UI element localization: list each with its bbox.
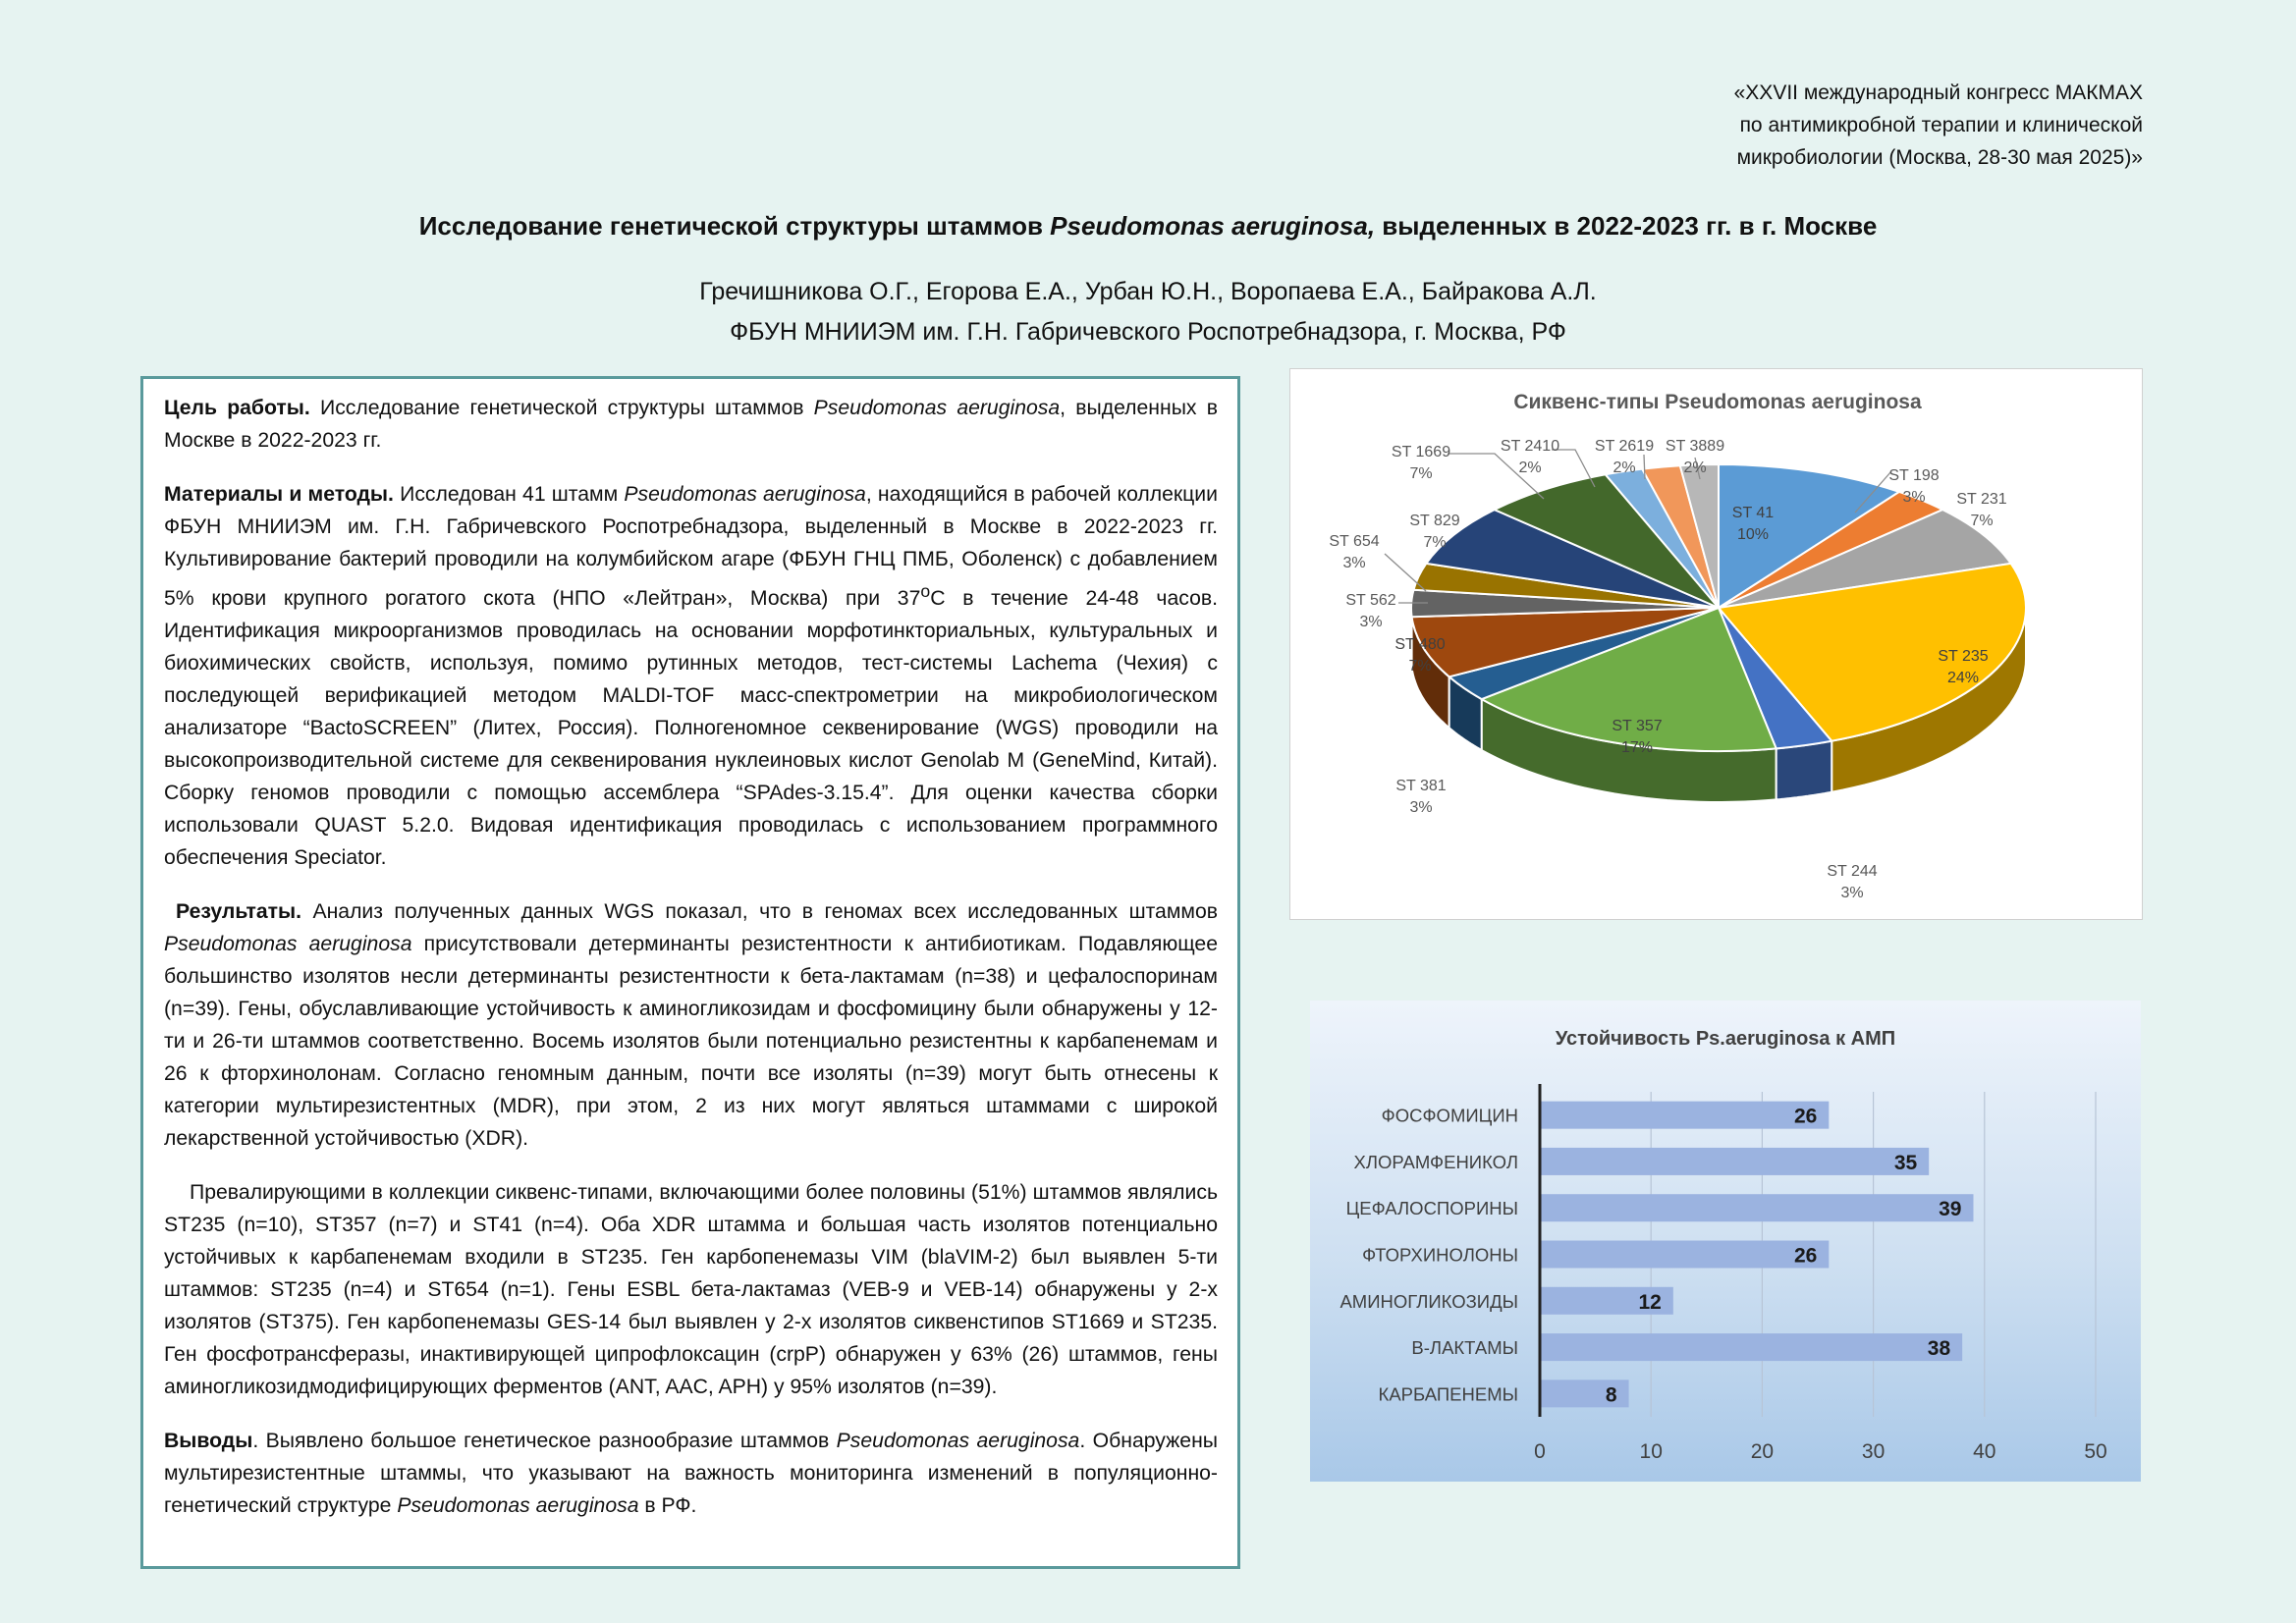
- pie-label: ST 381: [1395, 778, 1447, 794]
- title-text: Исследование генетической структуры штаммов: [418, 211, 1051, 241]
- title-text-end: выделенных в 2022-2023 гг. в г. Москве: [1375, 211, 1878, 241]
- x-tick-label: 20: [1750, 1440, 1775, 1463]
- goal-text: Исследование генетической структуры штаммов: [309, 397, 814, 419]
- abstract-text-box: [140, 376, 1240, 1569]
- bar-value-label: 26: [1793, 1244, 1818, 1268]
- bar-value-label: 26: [1793, 1105, 1818, 1128]
- bar: [1540, 1241, 1829, 1269]
- pie-label: ST 480: [1394, 636, 1446, 653]
- conclusions-text: . Выявлено большое генетическое разнообразие штаммов: [252, 1430, 837, 1453]
- category-label: ФОСФОМИЦИН: [1381, 1105, 1518, 1126]
- species-name: Pseudomonas aeruginosa: [164, 933, 412, 956]
- pie-value-label: 3%: [1902, 489, 1926, 506]
- pie-label: ST 235: [1938, 648, 1989, 665]
- bar-value-label: 12: [1638, 1290, 1662, 1314]
- bar-value-label: 38: [1927, 1337, 1951, 1361]
- pie-side-st-244: [1777, 741, 1832, 800]
- pie-value-label: 2%: [1613, 460, 1636, 476]
- goal-paragraph: [164, 392, 1218, 457]
- species-name: Pseudomonas aeruginosa: [813, 397, 1061, 419]
- conference-line: по антимикробной терапии и клинической: [1739, 114, 2143, 136]
- x-tick-label: 10: [1639, 1440, 1663, 1463]
- conference-line: «XXVII международный конгресс МАКМАХ: [1733, 81, 2143, 104]
- category-label: ХЛОРАМФЕНИКОЛ: [1353, 1151, 1518, 1172]
- pie-label: ST 244: [1827, 863, 1878, 880]
- category-label: ФТОРХИНОЛОНЫ: [1362, 1244, 1518, 1266]
- pie-value-label: 2%: [1683, 460, 1707, 476]
- poster-title: [0, 211, 2296, 242]
- results-paragraph-2: Превалирующими в коллекции сиквенс-типами, включающими более половины (51%) штаммов являлись ST235 (n=10), ST357 (n=7) и ST41 (n=4). Оба XDR штамма и большая часть изолятов потенциально устойчивых к карбапенемам входили в ST235. Ген карбопенемазы VIM (blaVIM-2) был выявлен 5-ти штаммов: ST235 (n=4) и ST654 (n=1). Гены ESBL бета-лактамаз (VEB-9 и VEB-14) обнаружены у 2-х изолятов (ST375). Ген карбопенемазы GES-14 был выявлен у 2-х изолятов сиквенстипов ST1669 и ST235. Ген фосфотрансферазы, инактивирующей ципрофлоксацин (crpP) обнаружен у 63% (26) штаммов, гены аминогликозидмодифицирующих ферментов (ANT, AAC, APH) у 95% изолятов (n=39).: [164, 1181, 1218, 1399]
- pie-label: ST 198: [1888, 467, 1940, 484]
- results-text: Анализ полученных данных WGS показал, что в геномах всех исследованных штаммов: [301, 900, 1218, 924]
- degree-sup: о: [920, 581, 931, 601]
- results-paragraph: [164, 895, 1218, 1155]
- pie-chart-svg: [1290, 369, 2142, 919]
- conference-info: [1554, 77, 2143, 174]
- conclusions-heading: Выводы: [164, 1430, 253, 1453]
- pie-label: ST 3889: [1665, 438, 1725, 455]
- pie-label: ST 562: [1345, 592, 1396, 609]
- bar: [1540, 1194, 1973, 1221]
- amr-bar-chart: [1310, 1001, 2141, 1482]
- pie-label: ST 231: [1956, 491, 2007, 508]
- x-tick-label: 40: [1973, 1440, 1996, 1463]
- x-tick-label: 30: [1861, 1440, 1886, 1463]
- pie-label: ST 41: [1731, 505, 1775, 521]
- sequence-type-pie-chart: [1289, 368, 2143, 920]
- pie-value-label: 7%: [1970, 513, 1994, 529]
- bar-value-label: 35: [1893, 1151, 1918, 1174]
- species-name: Pseudomonas aeruginosa: [624, 483, 866, 506]
- results-text-2: присутствовали детерминанты резистентности к антибиотикам. Подавляющее большинство изолятов несли детерминанты резистентности к бета-лактамам (n=38) и цефалоспоринам (n=39). Гены, обуславливающие устойчивость к аминогликозидам и фосфомицину были обнаружены у 12-ти и 26-ти штаммов соответственно. Восемь изолятов были потенциально резистентны к карбапенемам и 26 к фторхинолонам. Согласно геномным данным, почти все изоляты (n=39) могут быть отнесены к категории мультирезистентных (MDR), при этом, 2 из них могут являться штаммами с широкой лекарственной устойчивостью (XDR).: [164, 933, 1218, 1151]
- x-tick-label: 50: [2084, 1440, 2107, 1463]
- pie-value-label: 17%: [1620, 739, 1654, 756]
- pie-label: ST 829: [1409, 513, 1460, 529]
- pie-value-label: 3%: [1409, 799, 1433, 816]
- bar-value-label: 39: [1939, 1198, 1962, 1221]
- species-name: Pseudomonas aeruginosa: [397, 1494, 639, 1518]
- category-label: B-ЛАКТАМЫ: [1411, 1337, 1518, 1359]
- authors-block: [0, 272, 2296, 352]
- category-label: ЦЕФАЛОСПОРИНЫ: [1345, 1198, 1518, 1219]
- results-heading: Результаты.: [176, 900, 302, 924]
- pie-value-label: 3%: [1342, 555, 1366, 571]
- bar: [1540, 1148, 1929, 1175]
- methods-text-3: С в течение 24-48 часов. Идентификация микроорганизмов проводилась на основании морфотинкториальных, культуральных и биохимических свойств, используя, помимо рутинных методов, тест-системы Lachema (Чехия) с последующей верификацией методом MALDI-TOF масс-спектрометрии на микробиологическом анализаторе “BactoSCREEN” (Литех, Россия). Полногеномное секвенирование (WGS) проводили на высокопроизводительной системе для секвенирования нуклеиновых кислот Genolab M (GeneMind, Китай). Сборку геномов проводили с помощью ассемблера “SPAdes-3.15.4”. Для оценки качества сборки использовали QUAST 5.2.0. Видовая идентификация проводилась с использованием программного обеспечения Speciator.: [164, 587, 1218, 870]
- pie-label: ST 654: [1329, 533, 1380, 550]
- pie-label: ST 2410: [1500, 438, 1560, 455]
- pie-label: ST 357: [1612, 718, 1663, 734]
- pie-value-label: 10%: [1736, 526, 1770, 543]
- category-label: КАРБАПЕНЕМЫ: [1378, 1383, 1518, 1405]
- bar: [1540, 1333, 1962, 1361]
- conclusions-text-2: . Обнаружены мультирезистентные штаммы, что указывают на важность мониторинга изменений в популяционно-генетический структуре: [164, 1430, 1219, 1518]
- bar-chart-title: Устойчивость Ps.aeruginosa к АМП: [1555, 1028, 1896, 1050]
- conference-line: микробиологии (Москва, 28-30 мая 2025)»: [1736, 146, 2143, 169]
- title-species: Pseudomonas aeruginosa,: [1050, 211, 1376, 241]
- pie-chart-title: Сиквенс-типы Pseudomonas aeruginosa: [1513, 391, 1922, 413]
- category-label: АМИНОГЛИКОЗИДЫ: [1339, 1290, 1518, 1312]
- pie-value-label: 7%: [1423, 534, 1447, 551]
- pie-value-label: 3%: [1359, 614, 1383, 630]
- methods-paragraph: [164, 478, 1218, 874]
- goal-text-end: , выделенных в Москве в 2022-2023 гг.: [164, 397, 1218, 452]
- pie-value-label: 24%: [1946, 670, 1980, 686]
- conclusions-paragraph: [164, 1425, 1218, 1522]
- species-name: Pseudomonas aeruginosa: [836, 1430, 1080, 1453]
- x-tick-label: 0: [1534, 1440, 1546, 1463]
- pie-label: ST 1669: [1391, 444, 1451, 460]
- goal-heading: Цель работы.: [164, 397, 310, 419]
- affiliation: ФБУН МНИИЭМ им. Г.Н. Габричевского Роспотребнадзора, г. Москва, РФ: [730, 318, 1566, 346]
- pie-value-label: 3%: [1840, 885, 1864, 901]
- methods-text: Исследован 41 штамм: [393, 483, 625, 506]
- bar-chart-svg: [1310, 1001, 2141, 1482]
- conclusions-text-3: в РФ.: [638, 1494, 697, 1518]
- methods-heading: Материалы и методы.: [164, 483, 394, 506]
- pie-value-label: 2%: [1518, 460, 1542, 476]
- bar-value-label: 8: [1605, 1383, 1617, 1407]
- authors: Гречишникова О.Г., Егорова Е.А., Урбан Ю.Н., Воропаева Е.А., Байракова А.Л.: [699, 278, 1597, 305]
- bar: [1540, 1102, 1829, 1129]
- pie-label: ST 2619: [1594, 438, 1655, 455]
- pie-value-label: 7%: [1409, 465, 1433, 482]
- methods-text-2: , находящийся в рабочей коллекции ФБУН МНИИЭМ им. Г.Н. Габричевского Роспотребнадзора, выделенный в Москве в 2022-2023 гг. Культивирование бактерий проводили на колумбийском агаре (ФБУН ГНЦ ПМБ, Оболенск) с добавлением 5% крови крупного рогатого скота (НПО «Лейтран», Москва) при 37: [164, 483, 1218, 611]
- pie-value-label: 7%: [1408, 658, 1432, 675]
